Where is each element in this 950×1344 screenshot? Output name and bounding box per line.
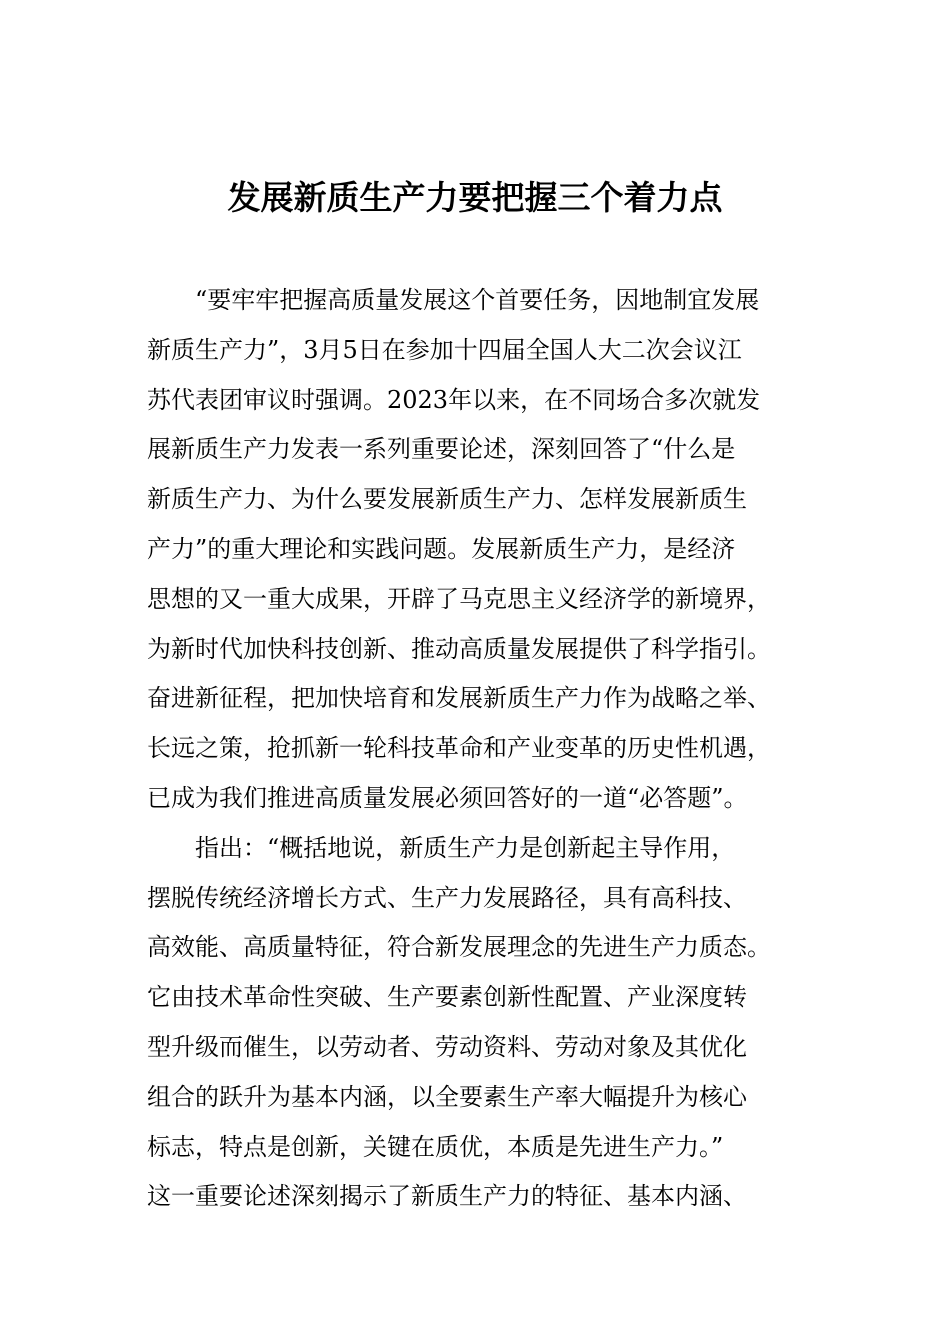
- text-line: “要牢牢把握高质量发展这个首要任务，因地制宜发展: [195, 286, 760, 314]
- text-line: 产力”的重大理论和实践问题。发展新质生产力，是经济: [147, 534, 736, 563]
- text-line: 这一重要论述深刻揭示了新质生产力的特征、基本内涵、: [147, 1182, 747, 1211]
- document-title: 发展新质生产力要把握三个着力点: [227, 178, 723, 217]
- text-line: 为新时代加快科技创新、推动高质量发展提供了科学指引。: [147, 634, 771, 663]
- text-line: 苏代表团审议时强调。2023年以来，在不同场合多次就发: [147, 385, 761, 414]
- document-body: [147, 276, 807, 1222]
- text-line: 型升级而催生，以劳动者、劳动资料、劳动对象及其优化: [147, 1032, 747, 1061]
- text-line: 标志，特点是创新，关键在质优，本质是先进生产力。”: [147, 1132, 724, 1161]
- text-line: 组合的跃升为基本内涵，以全要素生产率大幅提升为核心: [147, 1082, 747, 1111]
- text-line: 思想的又一重大成果，开辟了马克思主义经济学的新境界，: [147, 584, 771, 613]
- text-line: 奋进新征程，把加快培育和发展新质生产力作为战略之举、: [147, 684, 771, 713]
- text-line: 长远之策，抢抓新一轮科技革命和产业变革的历史性机遇，: [147, 734, 771, 763]
- text-line: 展新质生产力发表一系列重要论述，深刻回答了“什么是: [147, 435, 736, 464]
- text-line: 摆脱传统经济增长方式、生产力发展路径，具有高科技、: [147, 883, 747, 912]
- text-line: 新质生产力、为什么要发展新质生产力、怎样发展新质生: [147, 485, 747, 514]
- text-line: 已成为我们推进高质量发展必须回答好的一道“必答题”。: [147, 783, 748, 812]
- text-line: 它由技术革命性突破、生产要素创新性配置、产业深度转: [147, 983, 747, 1012]
- text-line: 高效能、高质量特征，符合新发展理念的先进生产力质态。: [147, 933, 771, 962]
- text-line: 新质生产力”，3月5日在参加十四届全国人大二次会议江: [147, 335, 742, 364]
- text-line: 指出：“概括地说，新质生产力是创新起主导作用，: [195, 833, 736, 862]
